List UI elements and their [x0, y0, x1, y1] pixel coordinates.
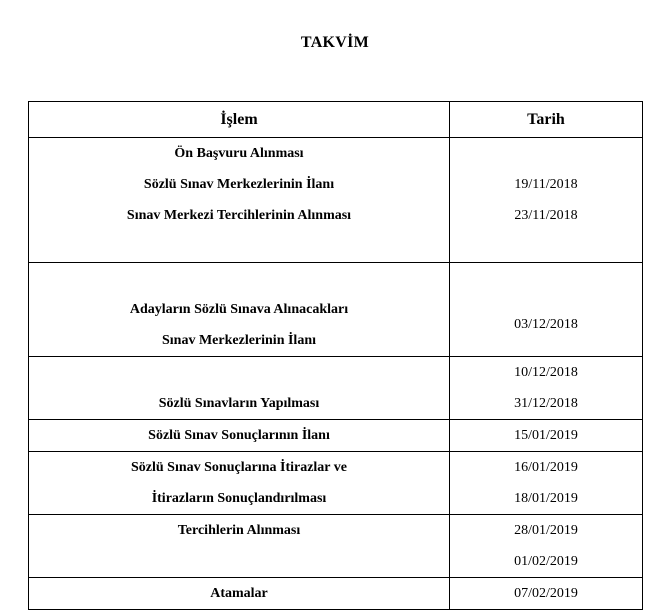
islem-cell: [29, 515, 450, 578]
tarih-line: 16/01/2019: [514, 460, 578, 475]
header-tarih: Tarih: [450, 102, 643, 138]
islem-line: Sözlü Sınav Sonuçlarına İtirazlar ve: [131, 460, 347, 475]
table-row: [29, 420, 643, 452]
tarih-cell: [450, 515, 643, 578]
table-row: [29, 263, 643, 357]
islem-line: İtirazların Sonuçlandırılması: [151, 491, 327, 506]
islem-cell: [29, 263, 450, 357]
table-row: [29, 357, 643, 420]
islem-line: Sözlü Sınavların Yapılması: [158, 396, 320, 411]
table-header-row: [29, 102, 643, 138]
tarih-line: 23/11/2018: [514, 208, 578, 223]
islem-line: Sözlü Sınav Merkezlerinin İlanı: [143, 177, 335, 192]
tarih-line: 03/12/2018: [514, 317, 578, 332]
table-row: [29, 515, 643, 578]
tarih-line: 15/01/2019: [514, 428, 578, 443]
tarih-cell: [450, 138, 643, 263]
islem-line: Ön Başvuru Alınması: [174, 146, 304, 161]
tarih-cell: [450, 263, 643, 357]
islem-line: Adayların Sözlü Sınava Alınacakları: [129, 302, 349, 317]
tarih-cell: [450, 357, 643, 420]
table-row: [29, 138, 643, 263]
tarih-line: 07/02/2019: [514, 586, 578, 601]
header-islem: İşlem: [29, 102, 450, 138]
tarih-cell: [450, 452, 643, 515]
islem-line: Sınav Merkezi Tercihlerinin Alınması: [126, 208, 352, 223]
islem-cell: [29, 357, 450, 420]
schedule-table: [28, 101, 643, 610]
tarih-line: 31/12/2018: [514, 396, 578, 411]
tarih-line: 18/01/2019: [514, 491, 578, 506]
islem-line: Atamalar: [210, 586, 268, 601]
islem-line: Sınav Merkezlerinin İlanı: [162, 333, 316, 348]
tarih-line: 28/01/2019: [514, 523, 578, 538]
islem-line: Sözlü Sınav Sonuçlarının İlanı: [148, 428, 330, 443]
tarih-cell: [450, 578, 643, 610]
islem-cell: [29, 578, 450, 610]
tarih-line: 01/02/2019: [514, 554, 578, 569]
tarih-line: 10/12/2018: [514, 365, 578, 380]
tarih-line: 19/11/2018: [514, 177, 578, 192]
page-title: TAKVİM: [300, 34, 370, 51]
table-row: [29, 578, 643, 610]
islem-cell: [29, 452, 450, 515]
islem-cell: [29, 138, 450, 263]
islem-cell: [29, 420, 450, 452]
tarih-cell: [450, 420, 643, 452]
islem-line: Tercihlerin Alınması: [177, 523, 301, 538]
table-row: [29, 452, 643, 515]
